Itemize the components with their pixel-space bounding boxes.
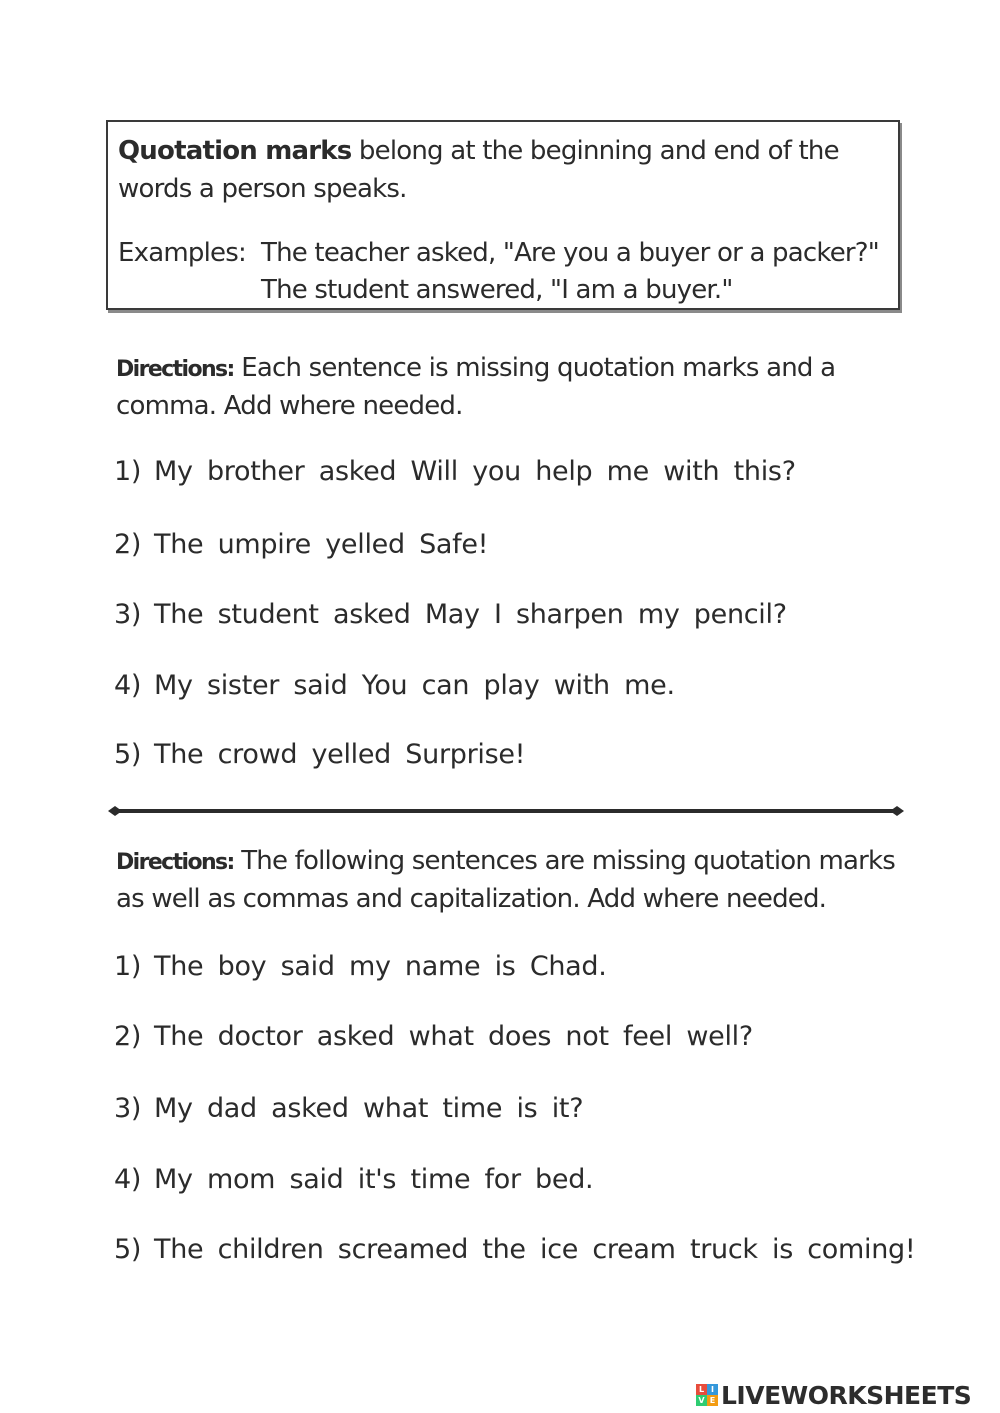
item-sentence: The umpire yelled Safe! [154,529,489,560]
item-sentence: My mom said it's time for bed. [154,1164,594,1195]
item-number: 4) [114,670,142,701]
rule-term: Quotation marks [118,136,352,166]
item-sentence: The children screamed the ice cream truck is coming! [154,1234,916,1265]
item-number: 5) [114,1234,142,1265]
section-1-item-3 [114,598,787,632]
section-divider [108,804,904,818]
section-1-item-2 [114,528,488,562]
item-sentence: The student asked May I sharpen my pencil? [154,599,787,630]
directions-label: Directions: [116,850,234,875]
item-sentence: My sister said You can play with me. [154,670,675,701]
liveworksheets-logo [696,1378,971,1412]
item-number: 1) [114,951,142,982]
rule-definition-text: belong at the beginning and end of the words a person speaks. [118,136,839,204]
item-number: 5) [114,739,142,770]
item-sentence: The doctor asked what does not feel well? [154,1021,753,1052]
section-1-directions [116,350,906,425]
directions-text: The following sentences are missing quotation marks as well as commas and capitalization. Add where needed. [116,846,896,914]
example-1: The teacher asked, "Are you a buyer or a packer?" [261,238,879,268]
item-sentence: The boy said my name is Chad. [154,951,607,982]
section-2-item-2 [114,1020,753,1054]
directions-label: Directions: [116,357,234,382]
logo-letter-i: I [707,1384,718,1395]
examples-label: Examples: [118,238,246,268]
rule-definition [118,132,888,208]
item-number: 2) [114,1021,142,1052]
item-number: 3) [114,599,142,630]
liveworksheets-logo-icon [696,1384,718,1406]
logo-letter-e: E [707,1395,718,1406]
item-number: 2) [114,529,142,560]
section-2-directions [116,843,906,918]
item-number: 1) [114,456,142,487]
item-number: 3) [114,1093,142,1124]
item-number: 4) [114,1164,142,1195]
rule-box [106,120,900,310]
section-2-item-1 [114,950,607,984]
logo-letter-v: V [696,1395,707,1406]
item-sentence: My brother asked Will you help me with this? [154,456,796,487]
directions-text: Each sentence is missing quotation marks and a comma. Add where needed. [116,353,836,421]
section-2-item-3 [114,1092,583,1126]
example-2: The student answered, "I am a buyer." [261,275,733,305]
section-2-item-4 [114,1163,593,1197]
section-1-item-1 [114,455,796,489]
item-sentence: My dad asked what time is it? [154,1093,584,1124]
liveworksheets-wordmark: LIVEWORKSHEETS [721,1380,972,1410]
section-1-item-5 [114,738,525,772]
section-1-item-4 [114,669,675,703]
logo-letter-l: L [696,1384,707,1395]
section-2-item-5 [114,1233,915,1267]
item-sentence: The crowd yelled Surprise! [154,739,526,770]
